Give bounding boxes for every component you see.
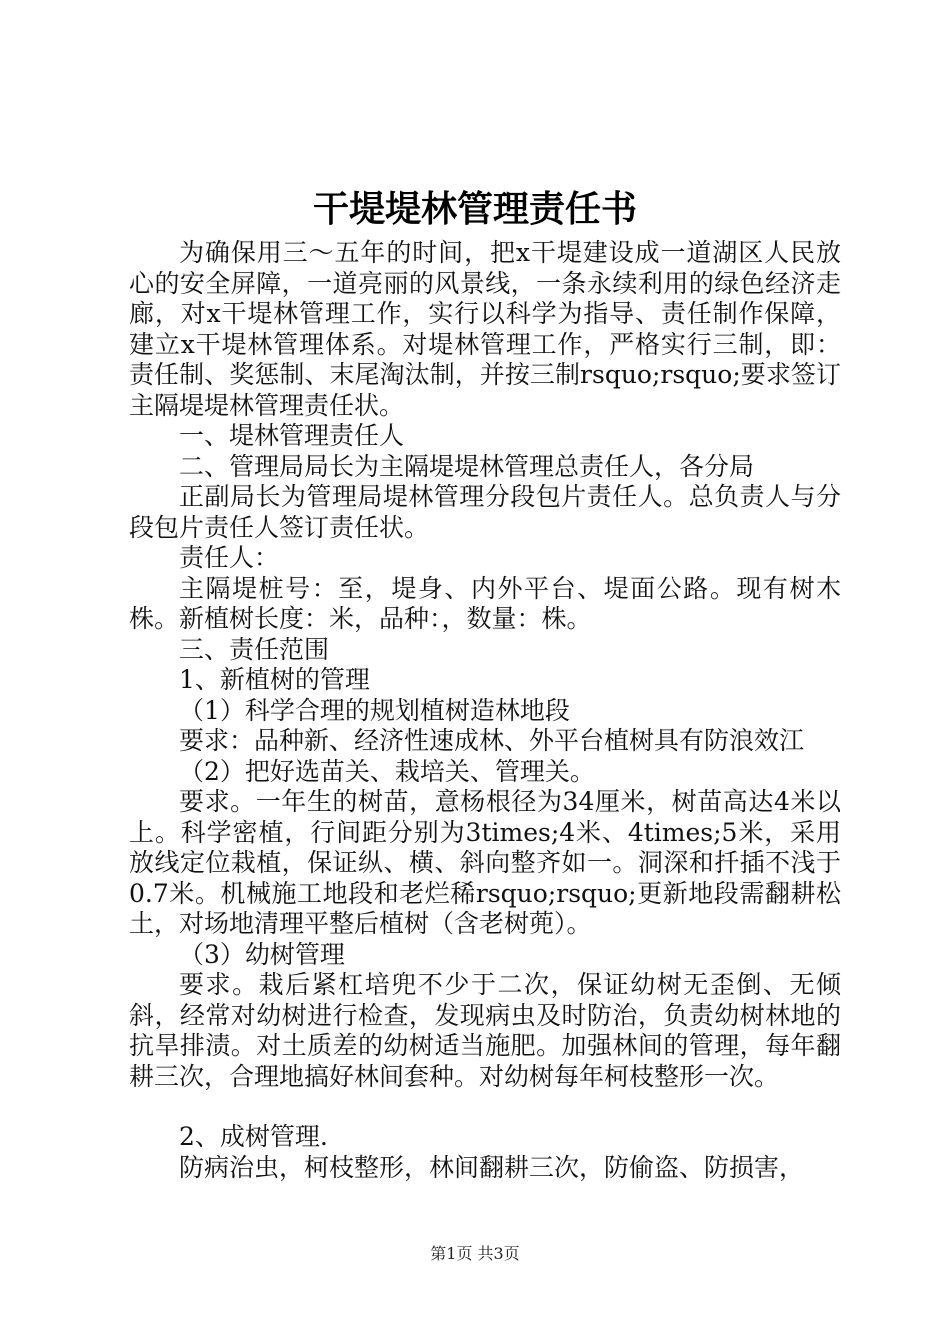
subsection-seedlings: （2）把好选苗关、栽培关、管理关。 bbox=[179, 756, 595, 786]
paragraph-deputy-chiefs: 正副局长为管理局堤林管理分段包片责任人。总负责人与分段包片责任人签订责任状。 bbox=[129, 482, 841, 542]
subsection-planning: （1）科学合理的规划植树造林地段 bbox=[179, 695, 570, 725]
requirement-young-trees: 要求。栽后紧杠培兜不少于二次，保证幼树无歪倒、无倾斜，经常对幼树进行检查，发现病虫及时防治，负责幼树林地的抗旱排渍。对土质差的幼树适当施肥。加强林间的管理，每年翻耕三次，合理地搞好林间套种。对幼树每年柯枝整形一次。 bbox=[129, 970, 841, 1091]
heading-scope: 三、责任范围 bbox=[179, 634, 330, 664]
requirement-planning: 要求：品种新、经济性速成林、外平台植树具有防浪效江 bbox=[179, 726, 805, 755]
paragraph-intro: 为确保用三～五年的时间，把x干堤建设成一道湖区人民放心的安全屏障，一道亮丽的风景线，一条永续利用的绿色经济走廊，对x干堤林管理工作，实行以科学为指导、责任制作保障，建立x干堤林管理体系。对堤林管理工作，严格实行三制，即：责任制、奖惩制、末尾淘汰制，并按三制rsquo;rsquo;要求签订主隔堤堤林管理责任状。 bbox=[129, 238, 841, 420]
heading-bureau-chief: 二、管理局局长为主隔堤堤林管理总责任人，各分局 bbox=[179, 451, 755, 481]
paragraph-dike-stake: 主隔堤桩号：至，堤身、内外平台、堤面公路。现有树木株。新植树长度：米，品种：，数量：株。 bbox=[129, 573, 841, 633]
section-new-trees: 1、新植树的管理 bbox=[179, 665, 370, 694]
requirement-seedlings: 要求。一年生的树苗，意杨根径为34厘米，树苗高达4米以上。科学密植，行间距分别为3times;4米、4times;5米，采用放线定位栽植，保证纵、横、斜向整齐如一。洞深和扦插不浅于0.7米。机械施工地段和老烂稀rsquo;rsquo;更新地段需翻耕松土，对场地清理平整后植树（含老树蔸）。 bbox=[129, 787, 841, 938]
section-mature-trees: 2、成树管理. bbox=[179, 1122, 328, 1151]
heading-responsible-persons: 一、堤林管理责任人 bbox=[179, 421, 405, 450]
paragraph-gap bbox=[129, 1092, 841, 1122]
label-responsible-person: 责任人： bbox=[179, 543, 280, 572]
document-body bbox=[129, 238, 841, 1183]
document-title: 干堤堤林管理责任书 bbox=[312, 189, 637, 230]
page-footer: 第1页 共3页 bbox=[430, 1244, 520, 1263]
paragraph-mature-trees: 防病治虫，柯枝整形，林间翻耕三次，防偷盗、防损害， bbox=[179, 1152, 805, 1182]
subsection-young-trees: （3）幼树管理 bbox=[179, 939, 345, 969]
